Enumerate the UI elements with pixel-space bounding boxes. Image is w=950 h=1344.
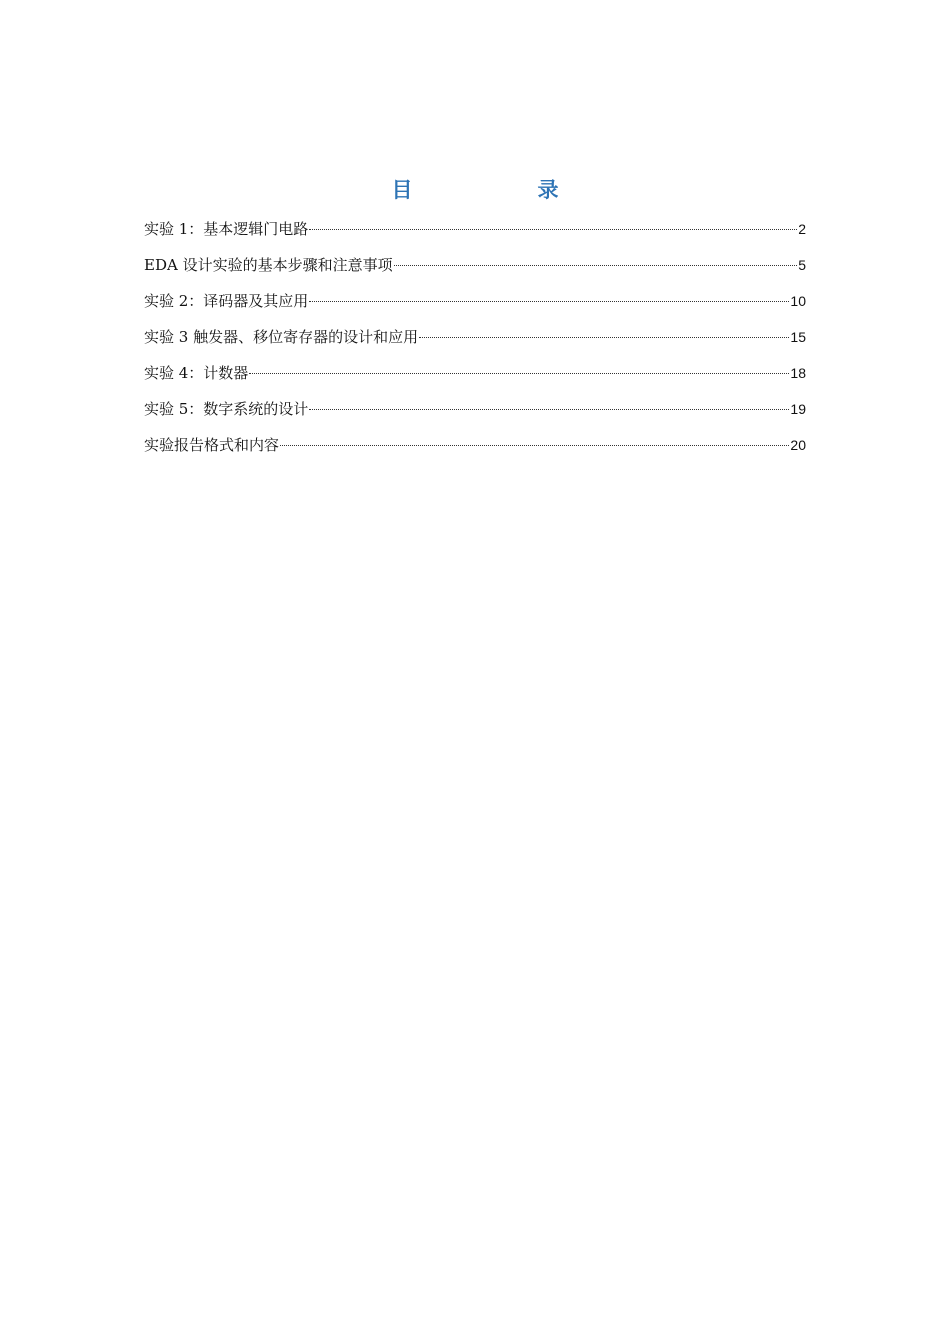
toc-entry-text: 实验 5：数字系统的设计 <box>144 400 309 418</box>
toc-entry-3[interactable] <box>144 288 806 324</box>
toc-page-number: 10 <box>790 293 806 309</box>
toc-dot-leader <box>419 337 789 338</box>
toc-page-number: 2 <box>798 221 806 237</box>
toc-entry-text: 实验 4：计数器 <box>144 364 249 382</box>
toc-page-number: 15 <box>790 329 806 345</box>
toc-entry-5[interactable] <box>144 360 806 396</box>
toc-entry-7[interactable] <box>144 432 806 468</box>
toc-title: 目 录 <box>391 178 611 202</box>
toc-dot-leader <box>309 229 797 230</box>
toc-entry-text: EDA 设计实验的基本步骤和注意事项 <box>144 256 393 274</box>
toc-entry-text: 实验 3 触发器、移位寄存器的设计和应用 <box>144 328 419 346</box>
toc-page-number: 20 <box>790 437 806 453</box>
toc-page-number: 19 <box>790 401 806 417</box>
toc-page-number: 5 <box>798 257 806 273</box>
toc-entry-2[interactable] <box>144 252 806 288</box>
toc-entry-text: 实验报告格式和内容 <box>144 436 280 454</box>
toc-entry-6[interactable] <box>144 396 806 432</box>
toc-entry-text: 实验 2：译码器及其应用 <box>144 292 309 310</box>
toc-page-number: 18 <box>790 365 806 381</box>
table-of-contents <box>144 216 806 468</box>
toc-entry-text: 实验 1：基本逻辑门电路 <box>144 220 309 238</box>
toc-dot-leader <box>249 373 789 374</box>
toc-entry-4[interactable] <box>144 324 806 360</box>
toc-entry-1[interactable] <box>144 216 806 252</box>
toc-dot-leader <box>309 301 789 302</box>
toc-dot-leader <box>280 445 789 446</box>
toc-dot-leader <box>394 265 798 266</box>
toc-dot-leader <box>309 409 789 410</box>
